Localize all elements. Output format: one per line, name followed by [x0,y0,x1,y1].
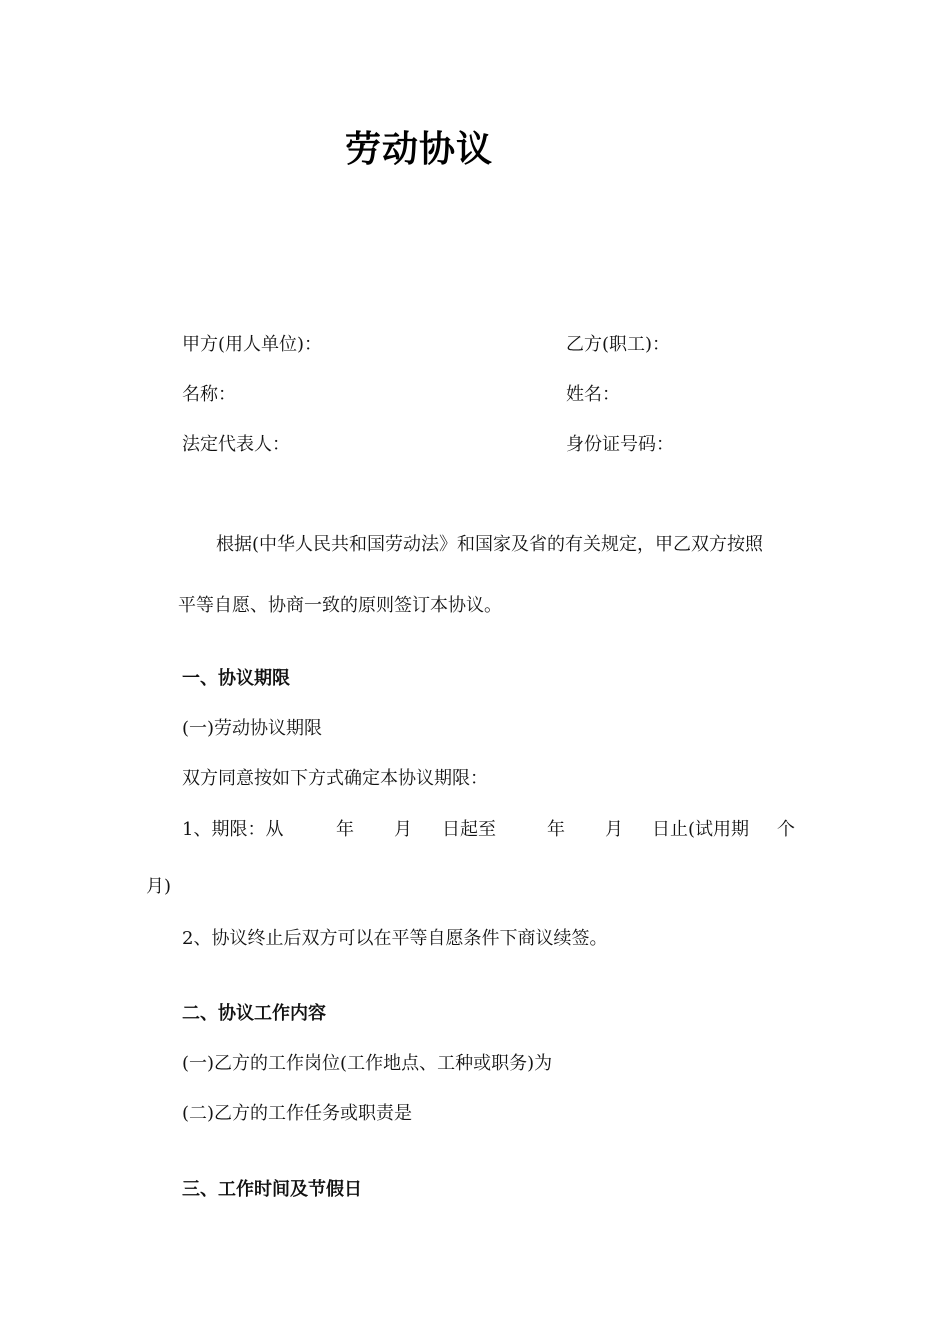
employee-name-label: 姓名： [566,384,620,405]
intro-line-1: 根据(中华人民共和国劳动法》和国家及省的有关规定，甲乙双方按照 [216,534,764,555]
term-prefix: 1、期限：从 [182,819,284,840]
term-month-2: 月 [605,819,623,840]
section-3-heading: 三、工作时间及节假日 [182,1179,362,1200]
term-year-2: 年 [547,819,565,840]
section-1-paragraph: 双方同意按如下方式确定本协议期限： [182,768,488,789]
section-1-heading: 一、协议期限 [182,668,290,689]
term-month-1: 月 [394,819,412,840]
id-number-label: 身份证号码： [566,434,674,455]
company-name-label: 名称： [182,384,236,405]
party-a-label: 甲方(用人单位)： [182,334,323,355]
section-2-item-1: (一)乙方的工作岗位(工作地点、工种或职务)为 [182,1053,553,1074]
section-1-subheading: (一)劳动协议期限 [182,718,323,739]
document-title: 劳动协议 [344,129,493,170]
legal-representative-label: 法定代表人： [182,434,290,455]
intro-line-2: 平等自愿、协商一致的原则签订本协议。 [178,595,502,616]
party-b-label: 乙方(职工)： [566,334,671,355]
section-2-item-2: (二)乙方的工作任务或职责是 [182,1103,413,1124]
term-year-1: 年 [336,819,354,840]
term-unit: 个 [777,819,795,840]
term-wrap: 月) [146,876,172,897]
term-day-end: 日止(试用期 [652,819,750,840]
section-1-renewal: 2、协议终止后双方可以在平等自愿条件下商议续签。 [182,928,608,949]
term-day-start: 日起至 [442,819,496,840]
section-2-heading: 二、协议工作内容 [182,1003,326,1024]
